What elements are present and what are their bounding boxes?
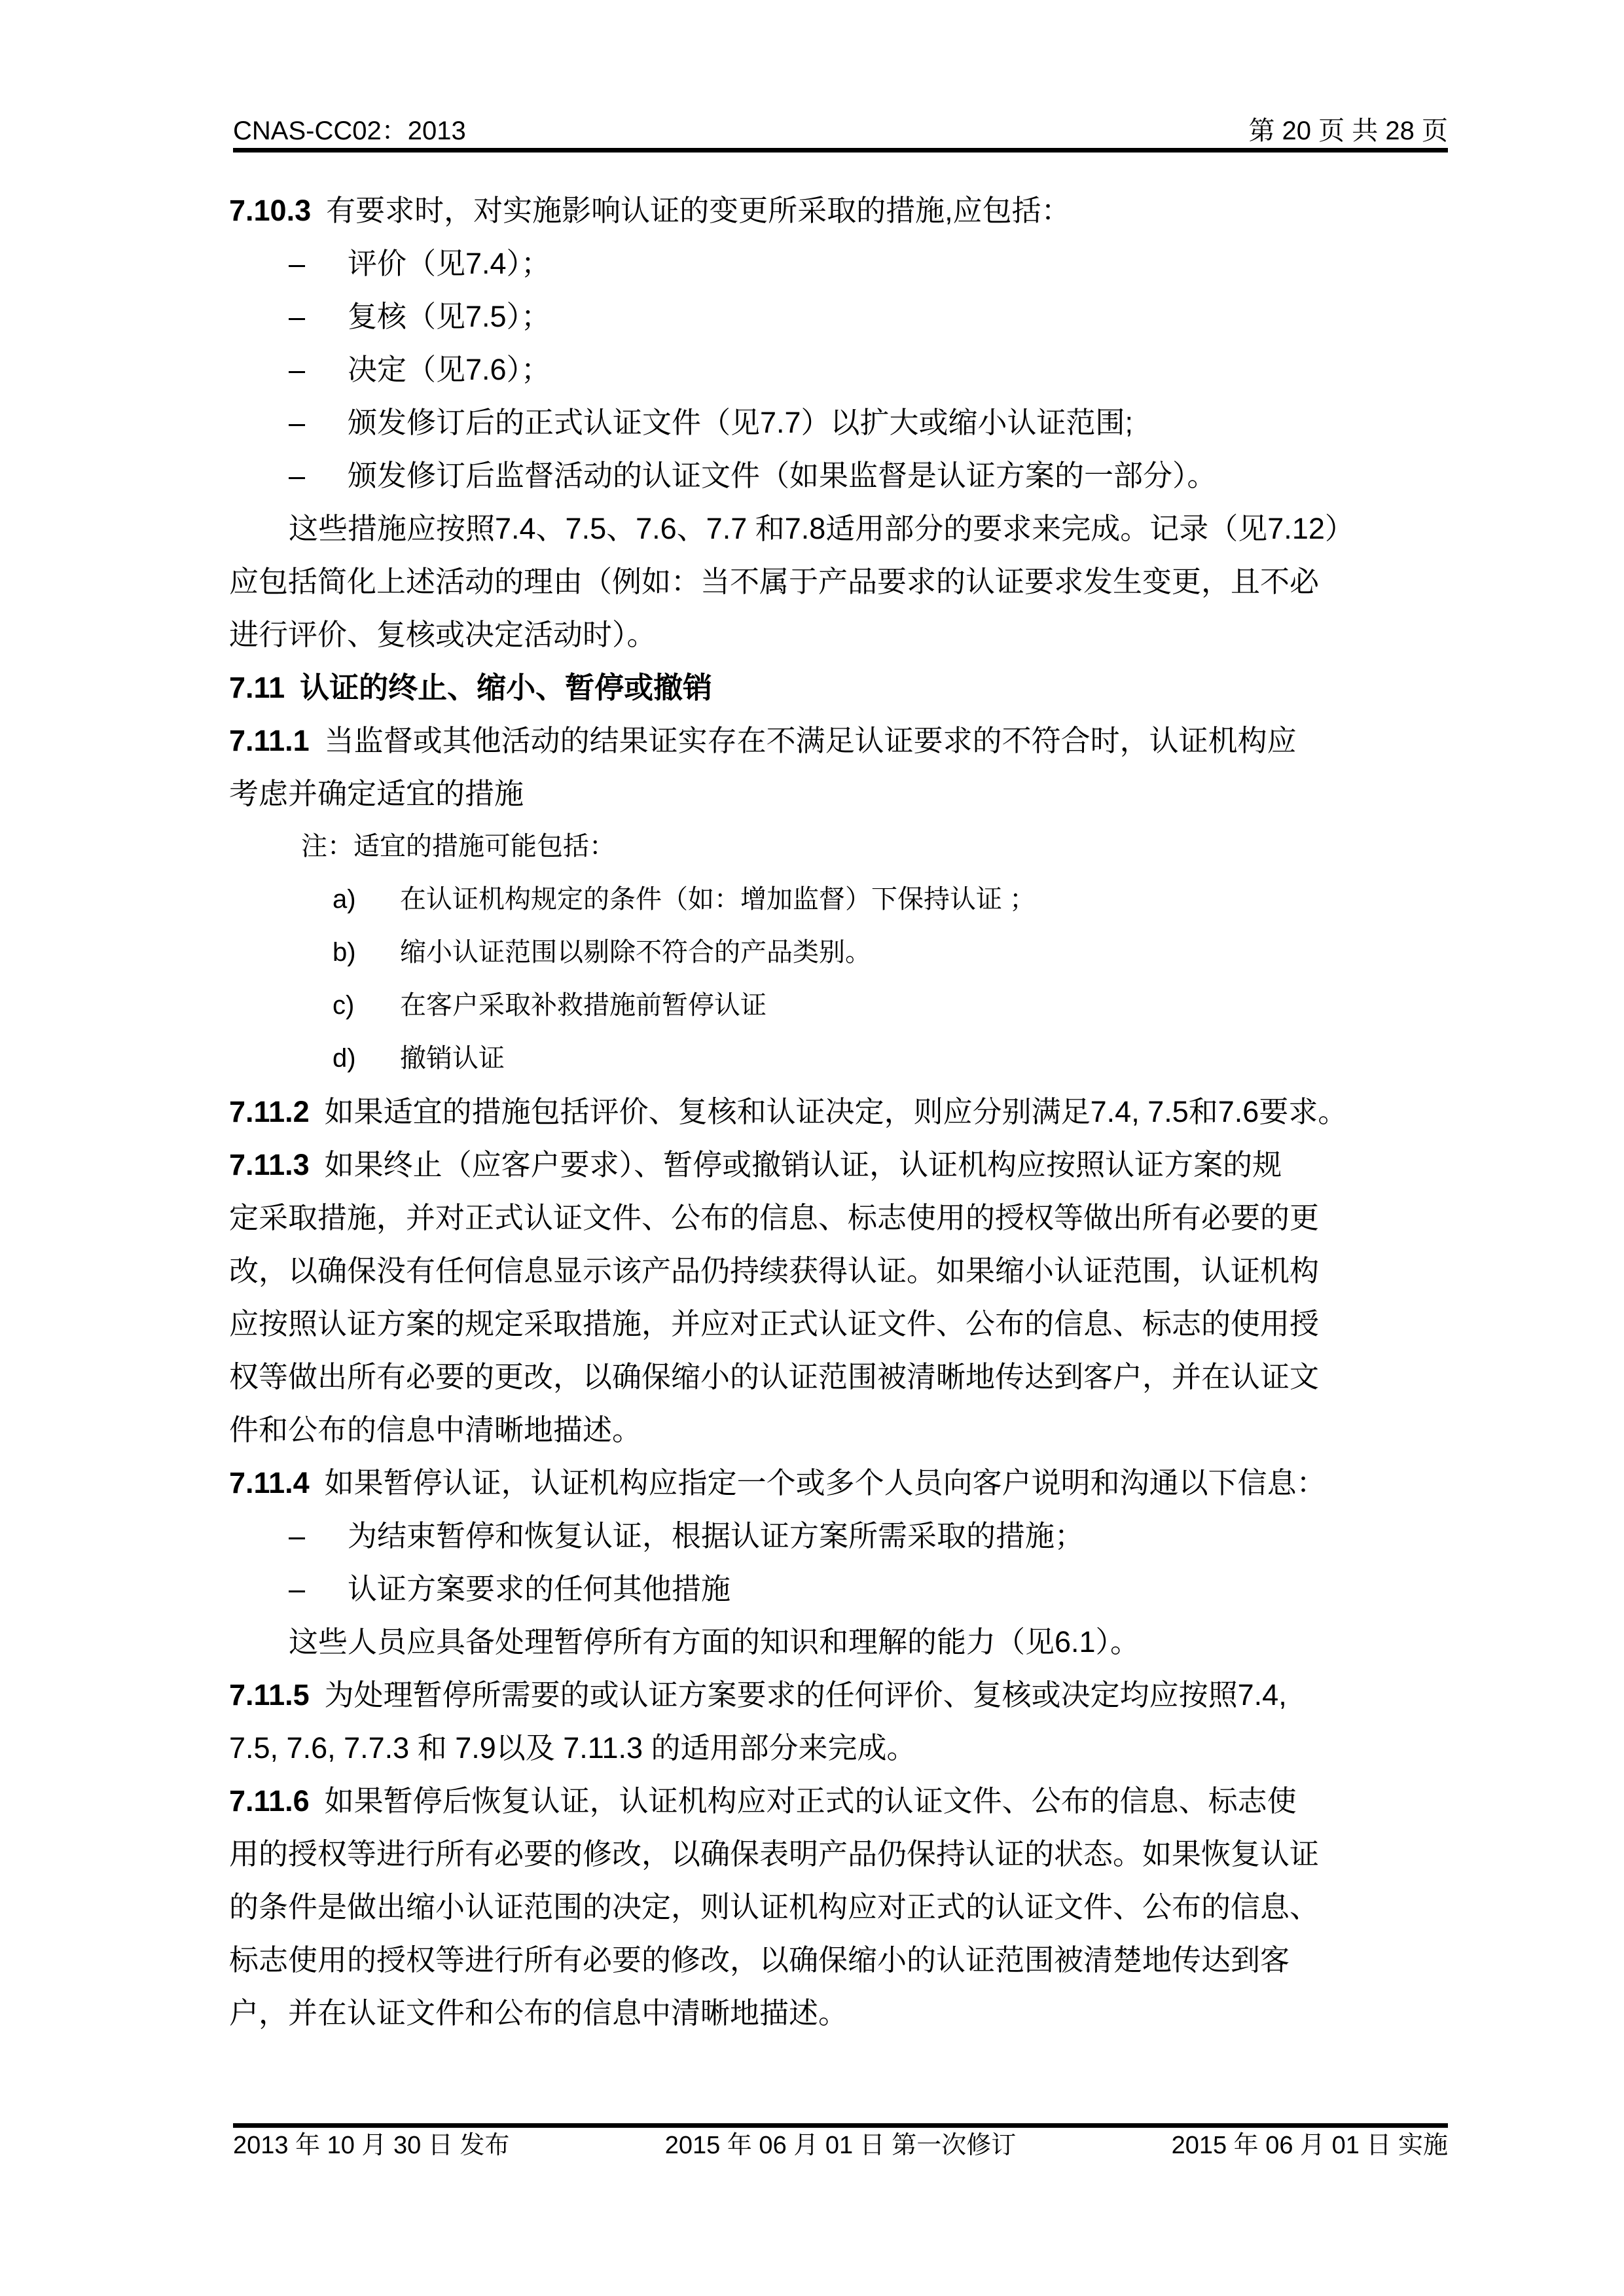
line-text: 为结束暂停和恢复认证，根据认证方案所需采取的措施； <box>348 1519 1085 1552</box>
line-text: 应按照认证方案的规定采取措施，并应对正式认证文件、公布的信息、标志的使用授 <box>229 1307 1320 1340</box>
line-text: 决定（见7.6）； <box>348 353 551 386</box>
paragraph-line <box>229 1244 1460 1297</box>
line-text: 这些措施应按照7.4、7.5、7.6、7.7 和7.8适用部分的要求来完成。记录（见7.12） <box>289 512 1354 545</box>
clause-number: 7.11.5 <box>229 1678 310 1712</box>
doc-code: CNAS-CC02：2013 <box>233 117 466 145</box>
clause-number: 7.11.3 <box>229 1148 310 1181</box>
paragraph-line <box>229 767 1460 820</box>
list-marker: d) <box>333 1044 356 1073</box>
clause-number: 7.11 <box>229 671 285 704</box>
list-item-dash <box>229 237 1460 290</box>
line-text: 的条件是做出缩小认证范围的决定，则认证机构应对正式的认证文件、公布的信息、 <box>229 1890 1320 1924</box>
line-text: 评价（见7.4）； <box>348 247 551 280</box>
line-text: 颁发修订后监督活动的认证文件（如果监督是认证方案的一部分）。 <box>348 459 1217 492</box>
line-text: 如果暂停后恢复认证，认证机构应对正式的认证文件、公布的信息、标志使 <box>324 1784 1297 1818</box>
line-text: 7.5, 7.6, 7.7.3 和 7.9以及 7.11.3 的适用部分来完成。 <box>229 1731 916 1765</box>
paragraph-line <box>229 1350 1460 1403</box>
document-body <box>229 184 1460 2039</box>
clause-number: 7.11.2 <box>229 1095 310 1128</box>
note-line <box>229 820 1460 873</box>
line-text: 有要求时，对实施影响认证的变更所采取的措施,应包括： <box>326 194 1071 227</box>
line-text: 如果终止（应客户要求）、暂停或撤销认证，认证机构应按照认证方案的规 <box>324 1148 1282 1181</box>
list-marker: b) <box>333 938 356 967</box>
paragraph-line <box>229 1880 1460 1933</box>
clause-7-11-1 <box>229 714 1460 767</box>
clause-7-11-3 <box>229 1138 1460 1191</box>
list-marker: – <box>289 247 306 280</box>
line-text: 标志使用的授权等进行所有必要的修改，以确保缩小的认证范围被清楚地传达到客 <box>229 1943 1290 1977</box>
list-marker: – <box>289 353 306 386</box>
line-text: 缩小认证范围以剔除不符合的产品类别。 <box>400 938 871 967</box>
line-text: 这些人员应具备处理暂停所有方面的知识和理解的能力（见6.1）。 <box>289 1625 1140 1659</box>
list-item-dash <box>229 1509 1460 1562</box>
paragraph-line <box>229 555 1460 608</box>
line-text: 复核（见7.5）； <box>348 300 551 333</box>
line-text: 如果暂停认证，认证机构应指定一个或多个人员向客户说明和沟通以下信息： <box>324 1466 1326 1499</box>
paragraph-line <box>229 1297 1460 1350</box>
list-item-d <box>229 1032 1460 1085</box>
paragraph-line <box>229 1721 1460 1774</box>
clause-number: 7.10.3 <box>229 194 312 227</box>
revision-date: 2015 年 06 月 01 日 第一次修订 <box>664 2132 1017 2159</box>
line-text: 在客户采取补救措施前暂停认证 <box>400 991 767 1020</box>
line-text: 定采取措施，并对正式认证文件、公布的信息、标志使用的授权等做出所有必要的更 <box>229 1201 1320 1234</box>
list-item-a <box>229 873 1460 926</box>
footer-rule <box>233 2123 1448 2128</box>
line-text: 考虑并确定适宜的措施 <box>229 777 524 810</box>
list-marker: a) <box>333 885 356 914</box>
list-marker: – <box>289 1572 306 1605</box>
clause-7-11-6 <box>229 1774 1460 1827</box>
line-text: 当监督或其他活动的结果证实存在不满足认证要求的不符合时，认证机构应 <box>324 724 1297 757</box>
line-text: 件和公布的信息中清晰地描述。 <box>229 1413 642 1446</box>
paragraph-line <box>229 502 1460 555</box>
line-text: 权等做出所有必要的更改，以确保缩小的认证范围被清晰地传达到客户，并在认证文 <box>229 1360 1320 1393</box>
line-text: 颁发修订后的正式认证文件（见7.7）以扩大或缩小认证范围; <box>348 406 1134 439</box>
list-marker: – <box>289 459 306 492</box>
line-text: 在认证机构规定的条件（如：增加监督）下保持认证 ； <box>400 885 1036 914</box>
line-text: 撤销认证 <box>400 1044 505 1073</box>
paragraph-line <box>229 1827 1460 1880</box>
paragraph-line <box>229 1986 1460 2039</box>
list-item-c <box>229 979 1460 1032</box>
list-item-dash <box>229 396 1460 449</box>
line-text: 如果适宜的措施包括评价、复核和认证决定，则应分别满足7.4, 7.5和7.6要求。 <box>324 1095 1348 1128</box>
clause-7-11-5 <box>229 1668 1460 1721</box>
clause-number: 7.11.6 <box>229 1784 310 1818</box>
clause-7-10-3 <box>229 184 1460 237</box>
clause-7-11-2 <box>229 1085 1460 1138</box>
line-text: 认证的终止、缩小、暂停或撤销 <box>300 671 713 704</box>
line-text: 为处理暂停所需要的或认证方案要求的任何评价、复核或决定均应按照7.4, <box>324 1678 1287 1712</box>
list-item-dash <box>229 290 1460 343</box>
list-item-dash <box>229 1562 1460 1615</box>
list-item-dash <box>229 449 1460 502</box>
header-rule <box>233 148 1448 152</box>
line-text: 注：适宜的措施可能包括： <box>301 832 615 861</box>
paragraph-line <box>229 608 1460 661</box>
line-text: 进行评价、复核或决定活动时）。 <box>229 618 657 651</box>
page-header <box>233 115 1448 147</box>
list-marker: – <box>289 406 306 439</box>
list-item-dash <box>229 343 1460 396</box>
page-footer <box>233 2130 1448 2161</box>
paragraph-line <box>229 1191 1460 1244</box>
list-marker: – <box>289 1519 306 1552</box>
line-text: 改，以确保没有任何信息显示该产品仍持续获得认证。如果缩小认证范围，认证机构 <box>229 1254 1320 1287</box>
issue-date: 2013 年 10 月 30 日 发布 <box>233 2132 510 2159</box>
implementation-date: 2015 年 06 月 01 日 实施 <box>1171 2132 1448 2159</box>
list-item-b <box>229 926 1460 979</box>
clause-number: 7.11.4 <box>229 1466 310 1499</box>
line-text: 户，并在认证文件和公布的信息中清晰地描述。 <box>229 1996 848 2030</box>
list-marker: – <box>289 300 306 333</box>
page-number: 第 20 页 共 28 页 <box>1248 117 1448 145</box>
line-text: 认证方案要求的任何其他措施 <box>348 1572 731 1605</box>
paragraph-line <box>229 1403 1460 1456</box>
clause-7-11-4 <box>229 1456 1460 1509</box>
paragraph-line <box>229 1615 1460 1668</box>
clause-number: 7.11.1 <box>229 724 310 757</box>
paragraph-line <box>229 1933 1460 1986</box>
list-marker: c) <box>333 991 355 1020</box>
line-text: 用的授权等进行所有必要的修改，以确保表明产品仍保持认证的状态。如果恢复认证 <box>229 1837 1320 1871</box>
clause-7-11 <box>229 661 1460 714</box>
line-text: 应包括简化上述活动的理由（例如：当不属于产品要求的认证要求发生变更，且不必 <box>229 565 1320 598</box>
